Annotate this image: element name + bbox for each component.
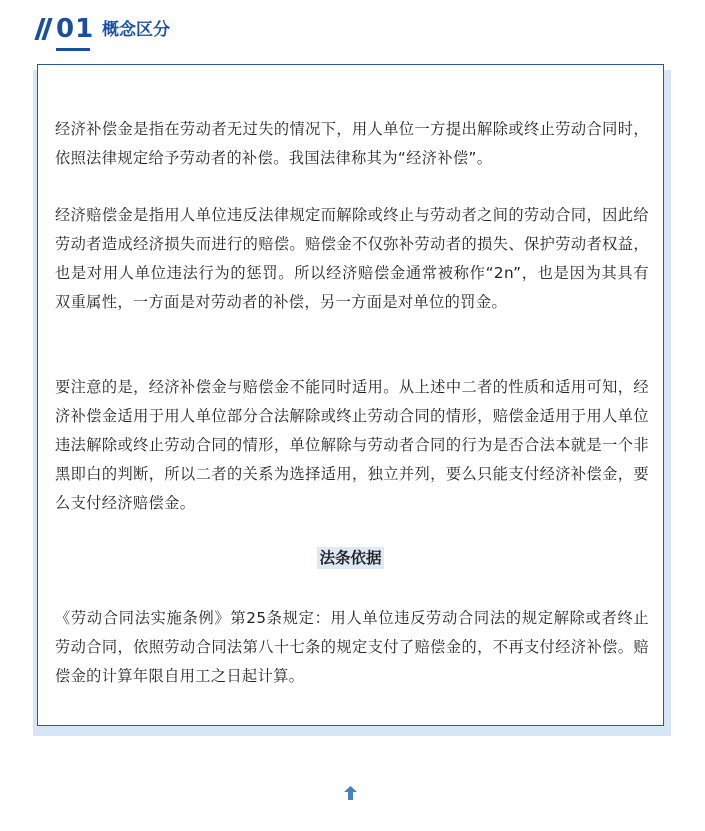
- paragraph-note: 要注意的是，经济补偿金与赔偿金不能同时适用。从上述中二者的性质和适用可知，经济补偿金适用于用人单位部分合法解除或终止劳动合同的情形，赔偿金适用于用人单位违法解除或终止劳动合同的情形，单位解除与劳动者合同的行为是否合法本就是一个非黑即白的判断，所以二者的关系为选择适用，独立并列，要么只能支付经济补偿金，要么支付经济赔偿金。: [55, 378, 649, 512]
- slash-decoration-icon: [34, 18, 52, 40]
- law-basis-heading: 法条依据: [319, 549, 382, 567]
- content-box: [37, 64, 664, 726]
- section-title: 概念区分: [102, 20, 170, 40]
- paragraph-damages: 经济赔偿金是指用人单位违反法律规定而解除或终止与劳动者之间的劳动合同，因此给劳动者造成经济损失而进行的赔偿。赔偿金不仅弥补劳动者的损失、保护劳动者权益，也是对用人单位违法行为的惩罚。所以经济赔偿金通常被称作“2n”，也是因为其具有双重属性，一方面是对劳动者的补偿，另一方面是对单位的罚金。: [55, 206, 649, 311]
- paragraph-compensation: 经济补偿金是指在劳动者无过失的情况下，用人单位一方提出解除或终止劳动合同时，依照法律规定给予劳动者的补偿。我国法律称其为“经济补偿”。: [55, 120, 649, 167]
- up-arrow-icon[interactable]: [344, 786, 357, 800]
- section-number: 01: [56, 14, 95, 44]
- law-basis-heading-wrap: [38, 547, 663, 569]
- paragraph-law-article: 《劳动合同法实施条例》第25条规定：用人单位违反劳动合同法的规定解除或者终止劳动合同，依照劳动合同法第八十七条的规定支付了赔偿金的，不再支付经济补偿。赔偿金的计算年限自用工之日起计算。: [55, 609, 649, 685]
- section-number-underline: [56, 48, 90, 51]
